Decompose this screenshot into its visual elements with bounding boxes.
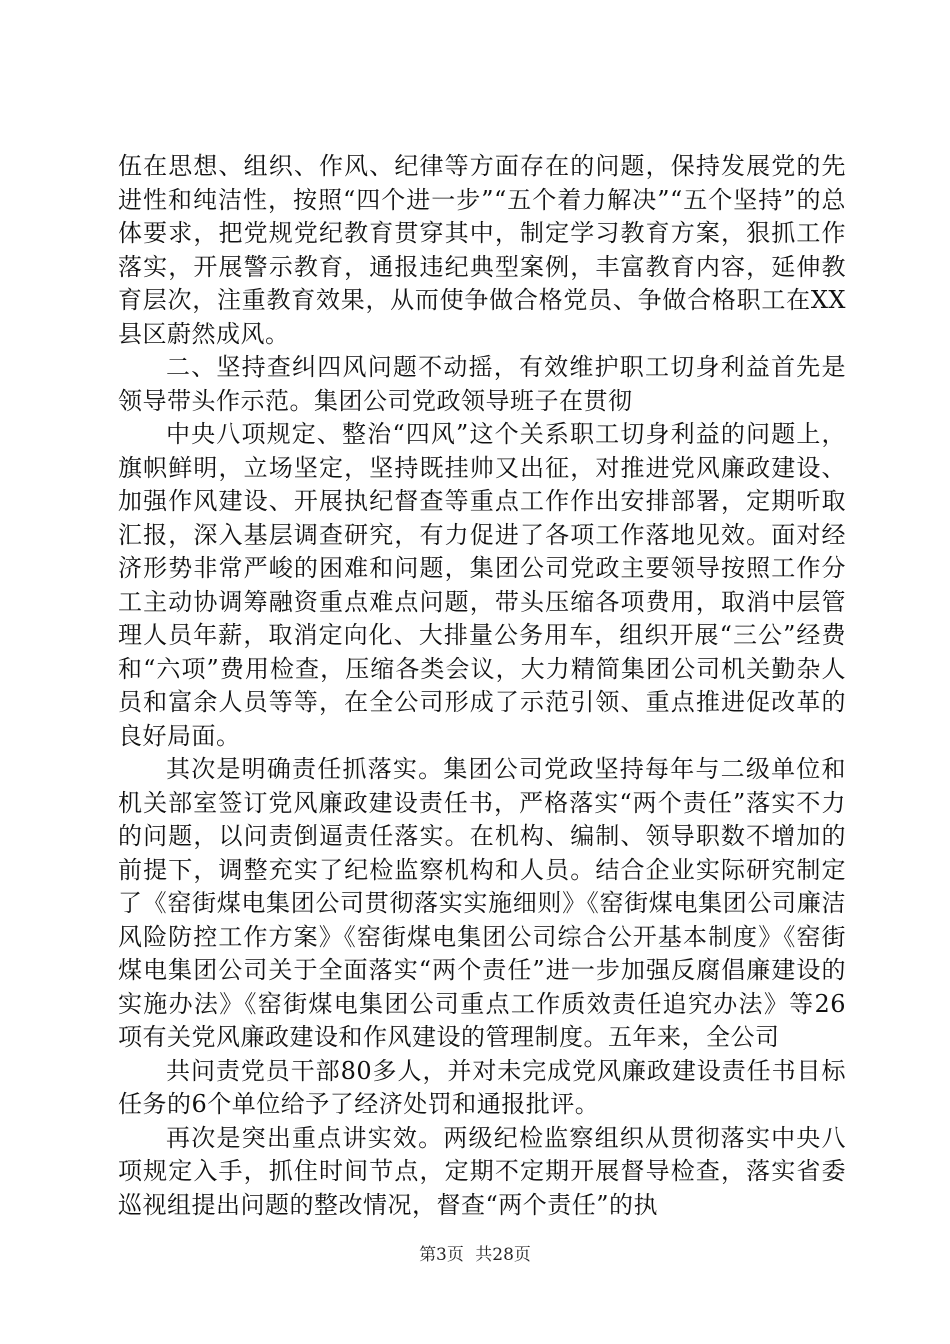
page-footer [0, 1240, 950, 1265]
page-number: 第3页 [419, 1245, 464, 1265]
paragraph-3: 中央八项规定、整治“四风”这个关系职工切身利益的问题上，旗帜鲜明，立场坚定，坚持既挂帅又出征，对推进党风廉政建设、加强作风建设、开展执纪督查等重点工作作出安排部署，定期听取汇报，深入基层调查研究，有力促进了各项工作落地见效。面对经济形势非常严峻的困难和问题，集团公司党政主要领导按照工作分工主动协调筹融资重点难点问题，带头压缩各项费用，取消中层管理人员年薪，取消定向化、大排量公务用车，组织开展“三公”经费和“六项”费用检查，压缩各类会议，大力精简集团公司机关勤杂人员和富余人员等等，在全公司形成了示范引领、重点推进促改革的良好局面。 [118, 420, 846, 750]
paragraph-6: 再次是突出重点讲实效。两级纪检监察组织从贯彻落实中央八项规定入手，抓住时间节点，定期不定期开展督导检查，落实省委巡视组提出问题的整改情况，督查“两个责任”的执 [118, 1123, 846, 1219]
paragraph-2: 二、坚持查纠四风问题不动摇，有效维护职工切身利益首先是领导带头作示范。集团公司党政领导班子在贯彻 [118, 353, 846, 415]
paragraph-1: 伍在思想、组织、作风、纪律等方面存在的问题，保持发展党的先进性和纯洁性，按照“四个进一步”“五个着力解决”“五个坚持”的总体要求，把党规党纪教育贯穿其中，制定学习教育方案，狠抓工作落实，开展警示教育，通报违纪典型案例，丰富教育内容，延伸教育层次，注重教育效果，从而使争做合格党员、争做合格职工在XX县区蔚然成风。 [118, 152, 846, 348]
paragraph-4: 其次是明确责任抓落实。集团公司党政坚持每年与二级单位和机关部室签订党风廉政建设责任书，严格落实“两个责任”落实不力的问题，以问责倒逼责任落实。在机构、编制、领导职数不增加的前提下，调整充实了纪检监察机构和人员。结合企业实际研究制定了《窑街煤电集团公司贯彻落实实施细则》《窑街煤电集团公司廉洁风险防控工作方案》《窑街煤电集团公司综合公开基本制度》《窑街煤电集团公司关于全面落实“两个责任”进一步加强反腐倡廉建设的实施办法》《窑街煤电集团公司重点工作质效责任追究办法》等26项有关党风廉政建设和作风建设的管理制度。五年来，全公司 [118, 755, 846, 1051]
paragraph-5: 共问责党员干部80多人，并对未完成党风廉政建设责任书目标任务的6个单位给予了经济处罚和通报批评。 [118, 1056, 846, 1118]
document-body [118, 150, 846, 1222]
page-total: 共28页 [475, 1245, 531, 1265]
